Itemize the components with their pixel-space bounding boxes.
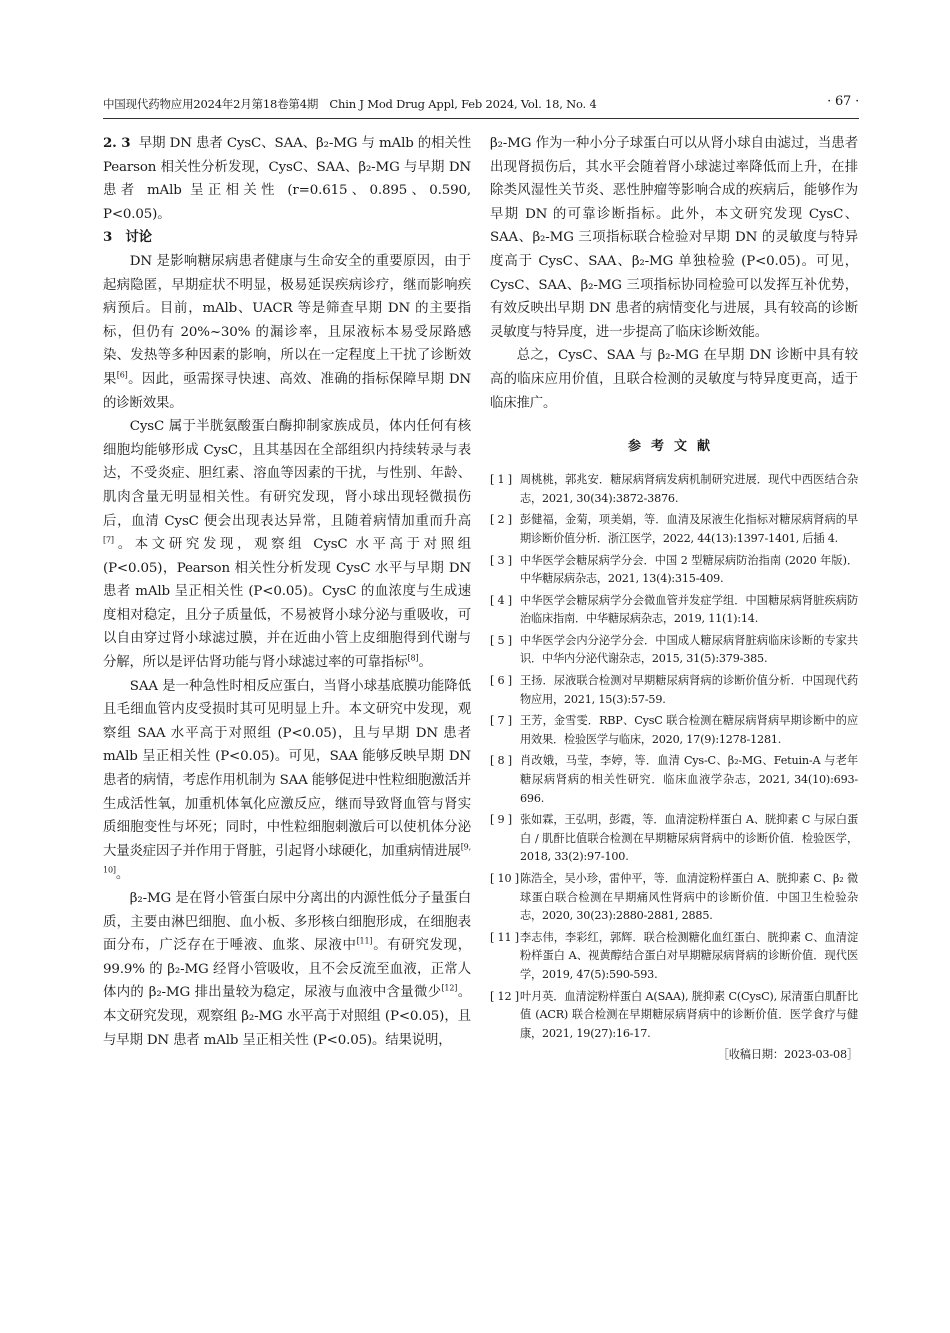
paragraph-text: DN 是影响糖尿病患者健康与生命安全的重要原因，由于起病隐匿，早期症状不明显，极易延误疾病诊疗，继而影响疾病预后。目前，mAlb、UACR 等是筛查早期 DN 的主要指标，但仍有 20%~30% 的漏诊率，且尿液标本易受尿路感染、发热等多种因素的影响，所以在一定程度上干扰了诊断效果: [103, 253, 471, 387]
paragraph-text: 。本文研究发现，观察组 β₂-MG 水平高于对照组 (P<0.05)，且与早期 DN 患者 mAlb 呈正相关性 (P<0.05)。结果说明，: [103, 985, 471, 1048]
reference-text: 周桃桃，郭兆安．糖尿病肾病发病机制研究进展．现代中西医结合杂志，2021, 30(34):3872-3876.: [520, 473, 858, 505]
section-2-3-number: 2. 3: [103, 135, 131, 151]
paragraph-text: CysC 属于半胱氨酸蛋白酶抑制家族成员，体内任何有核细胞均能够形成 CysC，且其基因在全部组织内持续转录与表达，不受炎症、胆红素、溶血等因素的干扰，与性别、年龄、肌肉含量无明显相关性。有研究发现，肾小球出现轻微损伤后，血清 CysC 便会出现表达异常，且随着病情加重而升高: [103, 419, 471, 529]
reference-list: [490, 471, 858, 1043]
citation: [11]: [356, 936, 373, 946]
paragraph: [103, 675, 471, 887]
paragraph: 总之，CysC、SAA 与 β₂-MG 在早期 DN 诊断中具有较高的临床应用价值，且联合检测的灵敏度与特异度更高，适于临床推广。: [490, 348, 858, 411]
paragraph: [103, 250, 471, 415]
citation: [8]: [407, 653, 419, 663]
reference-item: [490, 988, 858, 1044]
paragraph: [103, 415, 471, 675]
reference-number: [ 1 ]: [490, 473, 512, 487]
reference-item: [490, 672, 858, 709]
received-date: ［收稿日期：2023-03-08］: [717, 1048, 858, 1062]
reference-item: [490, 929, 858, 985]
reference-text: 叶月英．血清淀粉样蛋白 A(SAA), 胱抑素 C(CysC), 尿清蛋白肌酐比值 (ACR) 联合检测在早期糖尿病肾病中的诊断价值．医学食疗与健康，2021, 19(27):16-17.: [520, 989, 858, 1040]
reference-text: 中华医学会糖尿病学分会微血管并发症学组．中国糖尿病肾脏疾病防治临床指南．中华糖尿病杂志，2019, 11(1):14.: [520, 593, 858, 626]
reference-item: [490, 870, 858, 926]
citation: [9, 10]: [103, 842, 471, 875]
reference-item: [490, 811, 858, 867]
reference-text: 中华医学会糖尿病学分会．中国 2 型糖尿病防治指南 (2020 年版)．中华糖尿病杂志，2021, 13(4):315-409.: [520, 553, 858, 586]
reference-number: [ 2 ]: [490, 513, 512, 527]
paragraph: [103, 887, 471, 1052]
reference-number: [ 4 ]: [490, 593, 512, 607]
reference-text: 王芳，金雪雯．RBP、CysC 联合检测在糖尿病肾病早期诊断中的应用效果．检验医学与临床，2020, 17(9):1278-1281.: [520, 714, 858, 746]
reference-text: 彭健福，金菊，项美娟，等．血清及尿液生化指标对糖尿病肾病的早期诊断价值分析．浙江医学，2022, 44(13):1397-1401, 后插 4.: [520, 513, 858, 545]
right-column: [490, 132, 858, 1064]
journal-citation: 中国现代药物应用2024年2月第18卷第4期 Chin J Mod Drug Appl, Feb 2024, Vol. 18, No. 4: [103, 97, 597, 111]
discussion-heading: 3 讨论: [103, 229, 152, 246]
reference-number: [ 8 ]: [490, 754, 512, 768]
citation: [12]: [441, 983, 458, 993]
citation: [6]: [116, 370, 128, 380]
paragraph-text: 。: [418, 655, 432, 671]
reference-number: [ 10 ]: [490, 872, 519, 885]
reference-number: [ 6 ]: [490, 674, 512, 688]
reference-number: [ 7 ]: [490, 714, 512, 728]
reference-number: [ 3 ]: [490, 553, 512, 567]
reference-item: [490, 471, 858, 508]
paragraph-text: 。: [115, 867, 130, 883]
reference-text: 中华医学会内分泌学分会．中国成人糖尿病肾脏病临床诊断的专家共识．中华内分泌代谢杂志，2015, 31(5):379-385.: [520, 633, 858, 666]
reference-item: [490, 752, 858, 808]
reference-number: [ 5 ]: [490, 633, 512, 647]
reference-item: [490, 552, 858, 589]
paragraph-text: 。因此，亟需探寻快速、高效、准确的指标保障早期 DN 的诊断效果。: [103, 371, 471, 411]
reference-item: [490, 712, 858, 749]
page-number: · 67 ·: [827, 94, 859, 109]
reference-number: [ 11 ]: [490, 930, 519, 944]
left-column: [103, 132, 485, 1052]
reference-number: [ 9 ]: [490, 813, 512, 827]
paragraph-text: 。有研究发现，99.9% 的 β₂-MG 经肾小管吸收，且不会反流至血液，正常人体内的 β₂-MG 排出量较为稳定，尿液与血液中含量微少: [103, 938, 471, 1001]
paragraph: β₂-MG 作为一种小分子球蛋白可以从肾小球自由滤过，当患者出现肾损伤后，其水平会随着肾小球滤过率降低而上升，在排除类风湿性关节炎、恶性肿瘤等影响合成的疾病后，能够作为早期 DN 的可靠诊断指标。此外，本文研究发现 CysC、SAA、β₂-MG 三项指标联合检验对早期 DN 的灵敏度与特异度高于 CysC、SAA、β₂-MG 单独检验 (P<0.05)。可见，CysC、SAA、β₂-MG 三项指标协同检验可以发挥互补优势，有效反映出早期 DN 患者的病情变化与进展，具有较高的诊断灵敏度与特异度，进一步提高了临床诊断效能。: [490, 136, 858, 340]
paragraph-text: SAA 是一种急性时相反应蛋白，当肾小球基底膜功能降低且毛细血管内皮受损时其可见明显上升。本文研究中发现，观察组 SAA 水平高于对照组 (P<0.05)，且与早期 DN 患者 mAlb 呈正相关性 (P<0.05)。可见，SAA 能够反映早期 DN 患者的病情，考虑作用机制为 SAA 能够促进中性粒细胞激活并生成活性氧，加重机体氧化应激反应，继而导致肾血管与肾实质细胞变性与坏死；同时，中性粒细胞刺激后可以使机体分泌大量炎症因子并作用于肾脏，引起肾小球硬化，加重病情进展: [103, 678, 471, 859]
section-2-3-text: 早期 DN 患者 CysC、SAA、β₂-MG 与 mAlb 的相关性 Pearson 相关性分析发现，CysC、SAA、β₂-MG 与早期 DN 患者 mAlb 呈正相关性 (r=0.615、0.895、0.590, P<0.05)。: [103, 136, 485, 222]
reference-item: [490, 592, 858, 629]
reference-text: 肖改娥，马莹，李婷，等．血清 Cys-C、β₂-MG、Fetuin-A 与老年糖尿病肾病的相关性研究．临床血液学杂志，2021, 34(10):693-696.: [520, 754, 858, 805]
section-2-3: [103, 132, 485, 226]
reference-item: [490, 511, 858, 548]
paragraph-text: 。本文研究发现，观察组 CysC 水平高于对照组 (P<0.05)，Pearson 相关性分析发现 CysC 水平与早期 DN 患者 mAlb 呈正相关性 (P<0.05)。CysC 的血浓度与生成速度相对稳定，且分子质量低，不易被肾小球分泌与重吸收，可以自由穿过肾小球滤过膜，并在近曲小管上皮细胞得到代谢与分解，所以是评估肾功能与肾小球滤过率的可靠指标: [103, 537, 471, 671]
reference-text: 王扬．尿液联合检测对早期糖尿病肾病的诊断价值分析．中国现代药物应用，2021, 15(3):57-59.: [520, 674, 858, 706]
reference-text: 陈浩全，吴小珍，雷仲平，等．血清淀粉样蛋白 A、胱抑素 C、β₂ 微球蛋白联合检测在早期痛风性肾病中的诊断价值．中国卫生检验杂志，2020, 30(23):2880-2881, 2885.: [520, 872, 858, 923]
running-header: [103, 96, 859, 119]
reference-text: 李志伟，李彩红，郭辉．联合检测糖化血红蛋白、胱抑素 C、血清淀粉样蛋白 A、视黄醇结合蛋白对早期糖尿病肾病的诊断价值．现代医学，2019, 47(5):590-593.: [520, 930, 858, 981]
reference-number: [ 12 ]: [490, 989, 519, 1003]
reference-text: 张如霖，王弘明，彭霞，等．血清淀粉样蛋白 A、胱抑素 C 与尿白蛋白 / 肌酐比值联合检测在早期糖尿病肾病中的诊断价值．检验医学，2018, 33(2):97-100.: [520, 813, 858, 864]
paragraph-text: β₂-MG 是在肾小管蛋白尿中分离出的内源性低分子量蛋白质，主要由淋巴细胞、血小板、多形核白细胞形成，在细胞表面分布，广泛存在于唾液、血浆、尿液中: [103, 891, 471, 954]
references-heading: 参考文献: [627, 439, 720, 455]
reference-item: [490, 632, 858, 669]
citation: [7]: [103, 535, 114, 545]
